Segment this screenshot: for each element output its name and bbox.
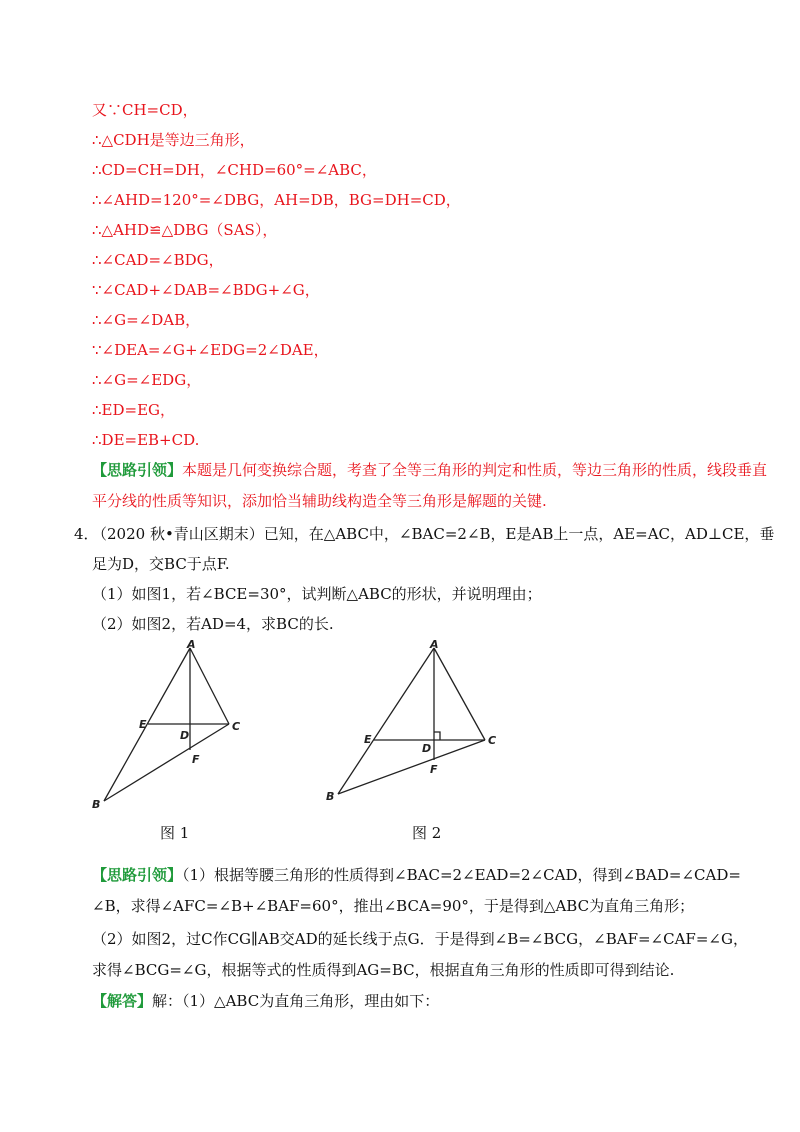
proof-line: ∴DE=EB+CD. [92,431,200,449]
right-angle-mark [434,732,440,740]
proof-line: ∴∠AHD=120°=∠DBG，AH=DB，BG=DH=CD， [92,191,461,209]
figure-1-caption: 图 1 [160,824,190,842]
guide-text-continued: 平分线的性质等知识，添加恰当辅助线构造全等三角形是解题的关键. [92,492,547,510]
answer-paragraph [92,990,439,1012]
label-D: D [422,742,432,755]
question-part-1: （1）如图1，若∠BCE=30°，试判断△ABC的形状，并说明理由； [92,585,542,603]
line-AB [338,648,434,794]
guide-text-continued: ∠B，求得∠AFC=∠B+∠BAF=60°，推出∠BCA=90°，于是得到△ABC为直角三角形； [92,897,695,915]
label-D: D [180,729,190,742]
label-B: B [92,798,101,811]
proof-line: ∵∠DEA=∠G+∠EDG=2∠DAE， [92,341,329,359]
guide-tag: 【思路引领】 [92,866,183,884]
question-part-2: （2）如图2，若AD=4，求BC的长. [92,615,334,633]
answer-tag: 【解答】 [92,992,153,1010]
proof-line: ∴CD=CH=DH，∠CHD=60°=∠ABC， [92,161,377,179]
proof-line: ∴∠CAD=∠BDG， [92,251,224,269]
proof-line: ∴∠G=∠DAB， [92,311,201,329]
guide-text: 本题是几何变换综合题，考查了全等三角形的判定和性质，等边三角形的性质，线段垂直 [182,461,768,479]
proof-line: ∴△CDH是等边三角形， [92,131,255,149]
label-A: A [430,638,439,651]
guide-text: （1）根据等腰三角形的性质得到∠BAC=2∠EAD=2∠CAD，得到∠BAD=∠CAD= [182,866,741,884]
proof-line: ∵∠CAD+∠DAB=∠BDG+∠G， [92,281,320,299]
guide-text-part-2-continued: 求得∠BCG=∠G，根据等式的性质得到AG=BC，根据直角三角形的性质即可得到结论. [92,961,675,979]
proof-line: ∴∠G=∠EDG， [92,371,202,389]
guide-tag: 【思路引领】 [92,461,183,479]
guide-paragraph-1 [92,459,767,481]
figure-2-caption: 图 2 [412,824,442,842]
label-E: E [139,718,147,731]
question-text-continued: 足为D，交BC于点F. [92,555,230,573]
line-BC [338,740,485,794]
proof-line: 又∵CH=CD， [92,101,198,119]
label-F: F [430,763,438,776]
answer-text: 解：（1）△ABC为直角三角形，理由如下： [152,992,440,1010]
label-C: C [488,734,497,747]
guide-text-part-2: （2）如图2，过C作CG∥AB交AD的延长线于点G．于是得到∠B=∠BCG，∠BAF=∠CAF=∠G， [92,930,748,948]
label-C: C [232,720,241,733]
proof-line: ∴△AHD≌△DBG（SAS）， [92,221,278,239]
label-A: A [187,638,196,651]
proof-line: ∴ED=EG， [92,401,176,419]
line-AC [434,648,485,740]
guide-paragraph-2 [92,864,741,886]
figure-1 [86,636,266,816]
question-text: （2020 秋•青山区期末）已知，在△ABC中，∠BAC=2∠B，E是AB上一点，AE=AC，AD⊥CE，垂 [92,525,775,543]
label-F: F [192,753,200,766]
label-E: E [364,733,372,746]
line-AC [190,648,229,724]
figure-2 [322,636,522,816]
line-BC [104,724,229,801]
label-B: B [326,790,335,803]
question-number: 4． [74,525,99,543]
